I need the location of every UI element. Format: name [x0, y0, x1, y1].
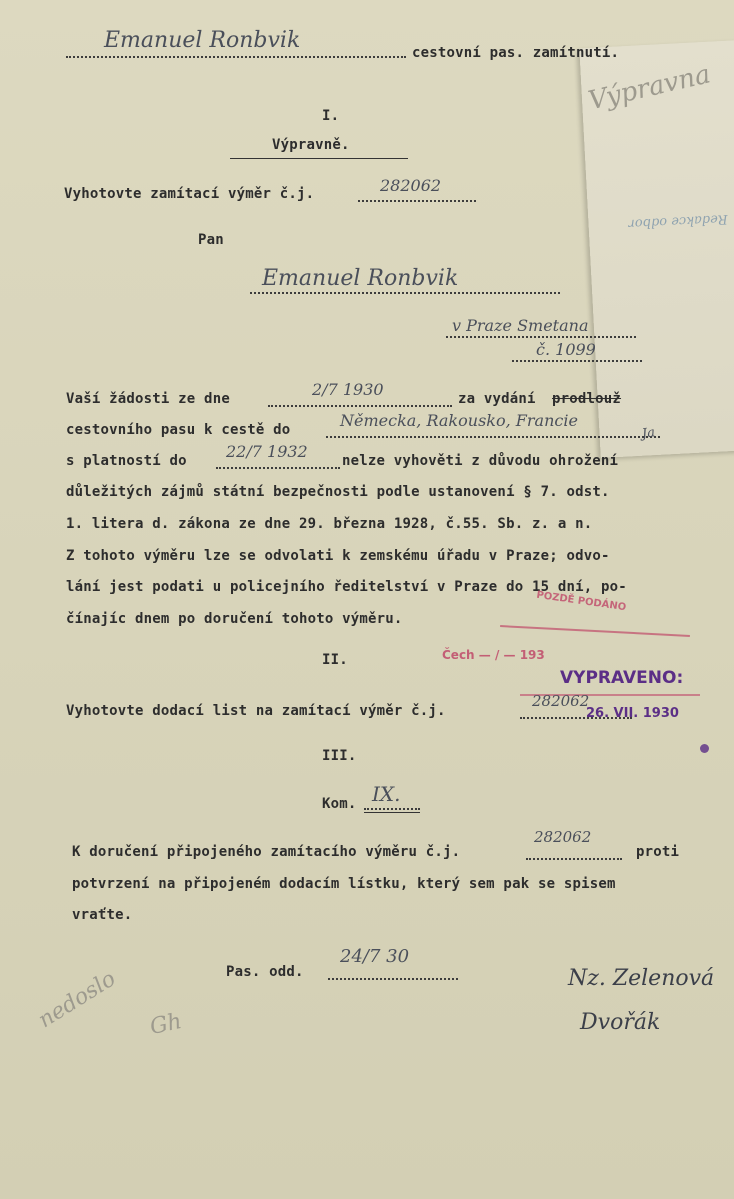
slip-bleed-text: Redakce odbor — [628, 210, 728, 232]
body-line-3-date-handwriting: 22/7 1932 — [226, 442, 308, 461]
stamp-sent-date: 26. VII. 1930 — [586, 706, 679, 721]
stamp-received: Čech — / — 193 — [442, 648, 545, 662]
body-line-1-date-handwriting: 2/7 1930 — [312, 380, 384, 399]
header-name-handwriting: Emanuel Ronbvik — [104, 28, 301, 53]
section-2-dots — [520, 717, 632, 719]
paragraph-line-3: Z tohoto výměru lze se odvolati k zemskému úřadu v Praze; odvo- — [66, 548, 610, 564]
kom-label: Kom. — [322, 796, 357, 812]
pas-odd-date-handwriting: 24/7 30 — [340, 946, 410, 967]
stamp-sent: VYPRAVENO: — [560, 668, 684, 688]
section-3-line-3: vraťte. — [72, 907, 133, 923]
heading-underline — [230, 158, 408, 159]
address-line-1-handwriting: v Praze Smetana — [452, 316, 589, 335]
header-dots — [66, 56, 406, 58]
body-line-1-dots — [268, 405, 452, 407]
section-1-heading: Výpravně. — [272, 137, 350, 153]
recipient-handwriting: Emanuel Ronbvik — [262, 266, 459, 291]
paragraph-line-1: důležitých zájmů státní bezpečnosti podle ustanovení § 7. odst. — [66, 484, 610, 500]
kom-handwriting: IX. — [372, 782, 401, 806]
pas-odd-dots — [328, 978, 458, 980]
section-2-line: Vyhotovte dodací list na zamítací výměr č.j. — [66, 703, 446, 719]
ref-handwriting-1: 282062 — [380, 176, 442, 195]
header-subject: cestovní pas. zamítnutí. — [412, 45, 620, 61]
pencil-note-left-2: Gh — [147, 1008, 185, 1041]
section-1-numeral: I. — [322, 108, 340, 124]
kom-underline — [364, 812, 420, 813]
section-2-ref-handwriting: 282062 — [532, 692, 590, 710]
section-3-numeral: III. — [322, 748, 357, 764]
recipient-dots — [250, 292, 560, 294]
section-3-suffix: proti — [636, 844, 680, 860]
body-line-1-struck: prodlouž — [552, 391, 622, 407]
section-3-line-1: K doručení připojeného zamítacího výměru č.j. — [72, 844, 461, 860]
signature-2: Dvořák — [580, 1010, 661, 1035]
section-2-numeral: II. — [322, 652, 348, 668]
pan-label: Pan — [198, 232, 224, 248]
section-3-line-2: potvrzení na připojeném dodacím lístku, který sem pak se spisem — [72, 876, 616, 892]
kom-dots — [364, 808, 420, 810]
slip-edge-handwriting: Ja — [641, 425, 656, 442]
body-line-2-prefix: cestovního pasu k cestě do — [66, 422, 291, 438]
section-3-ref-handwriting: 282062 — [534, 828, 592, 846]
body-line-3-suffix: nelze vyhověti z důvodu ohrožení — [342, 453, 619, 469]
section-3-dots — [526, 858, 622, 860]
address-line-2-handwriting: č. 1099 — [536, 340, 596, 359]
paragraph-line-2: 1. litera d. zákona ze dne 29. března 1928, č.55. Sb. z. a n. — [66, 516, 593, 532]
ink-dot — [700, 744, 709, 753]
slip-handwriting: Výpravna — [585, 59, 714, 117]
body-line-2-dots — [326, 436, 660, 438]
address-dots-1 — [446, 336, 636, 338]
pencil-note-left: nedoslo — [34, 966, 121, 1034]
line-vyhotovte-vymer: Vyhotovte zamítací výměr č.j. — [64, 186, 315, 202]
body-line-3-dots — [216, 467, 340, 469]
signature-1: Nz. Zelenová — [568, 966, 715, 991]
body-line-3-prefix: s platností do — [66, 453, 187, 469]
pas-odd-label: Pas. odd. — [226, 964, 304, 980]
paragraph-line-5: čínajíc dnem po doručení tohoto výměru. — [66, 611, 403, 627]
body-line-1-suffix: za vydání — [458, 391, 536, 407]
address-dots-2 — [512, 360, 642, 362]
stamp-red-rule — [500, 625, 690, 637]
body-line-2-handwriting: Německa, Rakousko, Francie — [340, 411, 578, 430]
ref-dots-1 — [358, 200, 476, 202]
stamp-late-submitted: POZDĚ PODÁNO — [535, 589, 627, 614]
body-line-1-prefix: Vaší žádosti ze dne — [66, 391, 230, 407]
paragraph-line-4: lání jest podati u policejního ředitelství v Praze do 15 dní, po- — [66, 579, 627, 595]
